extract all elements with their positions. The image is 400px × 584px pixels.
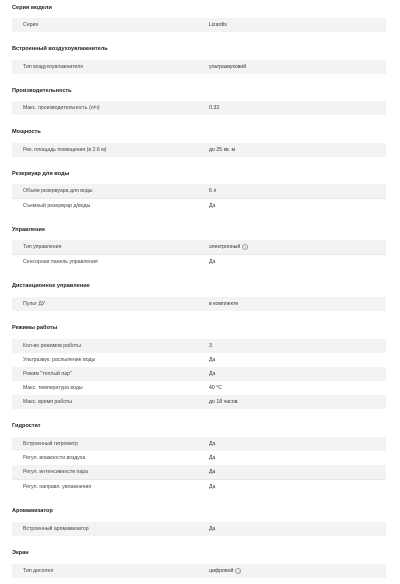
spec-value: в комплекте [209,301,239,307]
spec-row-humidity-regulation [12,451,386,465]
spec-label: Макс. температура воды [23,385,83,391]
spec-label: Объем резервуара для воды [23,188,93,194]
spec-label: Сенсорная панель управления [23,259,98,265]
spec-row-max-water-temp [12,381,386,395]
spec-value: Да [209,371,216,377]
spec-label: Тип дисплея [23,568,54,574]
spec-value: Да [209,455,216,461]
spec-row-max-output [12,101,386,115]
spec-value: электронный [209,244,241,250]
spec-label: Регул. влажности воздуха [23,455,86,461]
spec-row-tank-volume [12,184,386,198]
spec-value: 0.33 [209,105,220,111]
spec-label: Встроенный гигрометр [23,441,78,447]
spec-value: ультразвуковой [209,64,247,70]
help-icon[interactable]: ? [237,569,240,574]
section-title-built-in-humidifier: Встроенный воздухоувлажнитель [12,46,108,52]
spec-row-humidification-direction [12,480,386,494]
spec-row-built-in-aroma [12,522,386,536]
spec-label: Макс. время работы [23,399,73,405]
spec-row-warm-steam [12,367,386,381]
spec-label: Серия [23,22,39,28]
section-title-hygrostat: Гидростат [12,423,41,429]
spec-value: Да [209,484,216,490]
spec-label: Рек. площадь помещения (в 2.6 м) [23,147,107,153]
spec-value-with-help [209,564,241,578]
spec-label: Ультразвук. распыление воды [23,357,96,363]
spec-value: Да [209,203,216,209]
spec-row-remote [12,297,386,311]
spec-row-max-run-time [12,395,386,409]
section-title-water-tank: Резервуар для воды [12,171,70,177]
spec-row-hygrometer [12,437,386,451]
spec-row-display-type [12,564,386,578]
spec-label: Тип воздухоувлажнителя [23,64,84,70]
spec-row-steam-intensity [12,465,386,479]
spec-row-room-area [12,143,386,157]
spec-value: 3 [209,343,212,349]
spec-label: Кол-во режимов работы [23,343,81,349]
spec-label: Съемный резервуар д/воды [23,203,91,209]
spec-value: 40 °C [209,385,223,391]
section-title-control: Управление [12,227,46,233]
spec-value: Да [209,357,216,363]
spec-value: Да [209,469,216,475]
spec-value: Да [209,441,216,447]
section-title-screen: Экран [12,550,29,556]
spec-value: цифровой [209,568,234,574]
spec-row-humidifier-type [12,60,386,74]
spec-value-with-help [209,240,248,254]
section-title-aroma-diffuser: Аромамизатор [12,508,53,514]
spec-value: Да [209,259,216,265]
spec-label: Тип управления [23,244,62,250]
spec-label: Пульт ДУ [23,301,46,307]
spec-row-ultrasonic-spray [12,353,386,367]
spec-row-removable-tank [12,199,386,213]
spec-value: до 18 часов [209,399,238,405]
section-title-operating-modes: Режимы работы [12,325,58,331]
spec-label: Встроенный аромамизатор [23,526,89,532]
spec-label: Режим "теплый пар" [23,371,72,377]
section-title-power: Мощность [12,129,41,135]
spec-value: Да [209,526,216,532]
spec-label: Регул. интенсивности пара [23,469,88,475]
spec-value: 6 л [209,188,217,194]
spec-value: Lizardis [209,22,227,28]
spec-row-series [12,18,386,32]
help-icon[interactable]: ? [244,245,247,250]
spec-value: до 25 кв. м [209,147,236,153]
section-title-remote-control: Дистанционное управление [12,283,90,289]
spec-label: Макс. производительность (л/ч) [23,105,100,111]
spec-row-control-type [12,240,386,254]
spec-row-mode-count [12,339,386,353]
spec-label: Регул. направл. увлажнения [23,484,92,490]
section-title-model-series: Серия модели [12,5,52,11]
section-title-performance: Производительность [12,88,72,94]
spec-row-touch-panel [12,255,386,269]
